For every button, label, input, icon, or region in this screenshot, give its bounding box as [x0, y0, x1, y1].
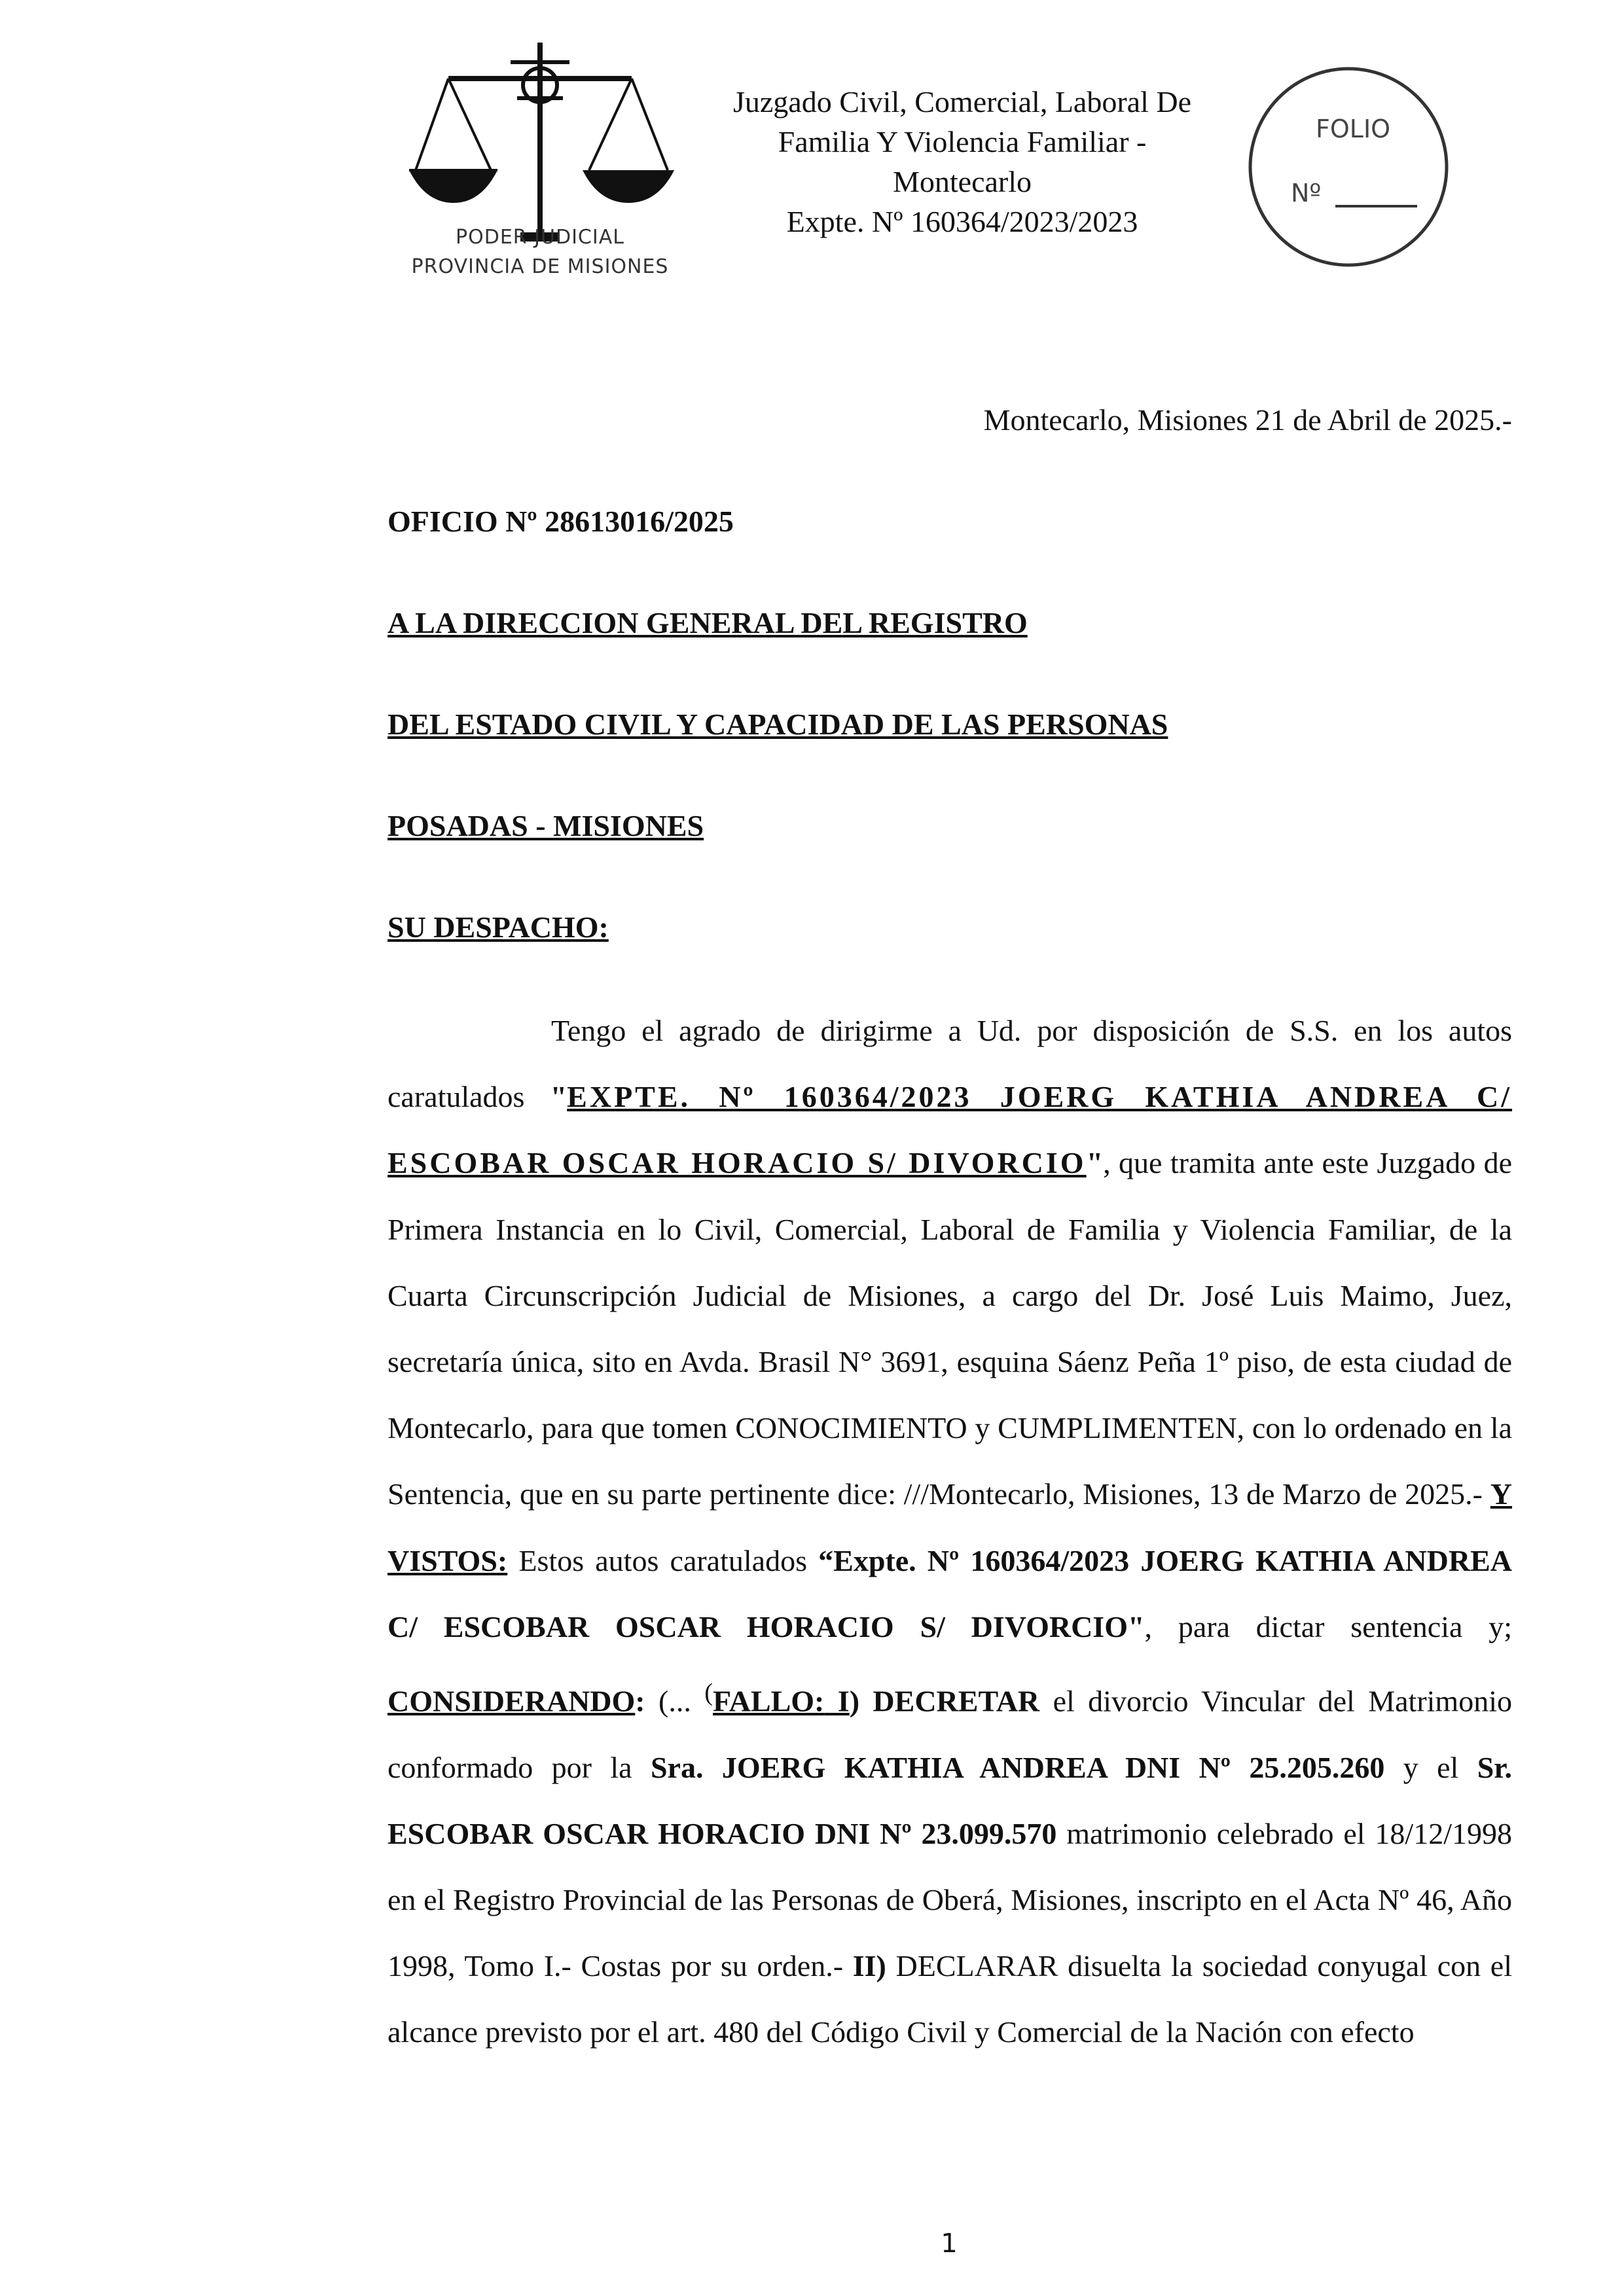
body-segment: el divorcio Vincular del Matrimonio conformado por la: [388, 1684, 1512, 1784]
party-joerg: Sra. JOERG KATHIA ANDREA DNI Nº 25.205.260: [650, 1750, 1385, 1784]
court-line-2: Familia Y Violencia Familiar -: [778, 125, 1147, 158]
addressee-line-3: POSADAS - MISIONES: [388, 809, 704, 842]
body-segment: Estos autos caratulados: [507, 1543, 819, 1577]
case-title: EXPTE. Nº 160364/2023 JOERG KATHIA ANDREA C/ ESCOBAR OSCAR HORACIO S/ DIVORCIO: [388, 1080, 1513, 1180]
roman-two: II): [852, 1949, 886, 1983]
court-line-3: Montecarlo: [892, 165, 1032, 198]
body-segment: , que tramita ante este Juzgado de Primera Instancia en lo Civil, Comercial, Laboral de Familia y Violencia Familiar, de la Cuarta Circunscripción Judicial de Misiones, a cargo del Dr. José Luis Maimo, Juez, secretaría única, sito en Avda. Brasil N° 3691, esquina Sáenz Peña 1º piso, de esta ciudad de Montecarlo, para que tomen CONOCIMIENTO y CUMPLIMENTEN, con lo ordenado en la Sentencia, que en su parte pertinente dice: ///Montecarlo, Misiones, 13 de Marzo de 2025.-: [388, 1146, 1512, 1511]
folio-seal: [1244, 62, 1453, 272]
party-escobar: Sr. ESCOBAR OSCAR HORACIO DNI Nº 23.099.570: [388, 1750, 1512, 1850]
court-heading: [687, 82, 1237, 242]
body-segment: (: [704, 1679, 713, 1707]
folio-label: FOLIO: [1316, 115, 1391, 143]
body-segment: , para dictar sentencia y;: [1144, 1609, 1512, 1643]
body-segment: :: [635, 1684, 645, 1718]
body-segment: ": [1086, 1146, 1104, 1180]
page-number: 1: [941, 2229, 958, 2259]
logo-line-2: PROVINCIA DE MISIONES: [411, 255, 669, 278]
su-despacho: SU DESPACHO:: [388, 910, 609, 944]
document-date: Montecarlo, Misiones 21 de Abril de 2025.-: [983, 403, 1512, 437]
court-line-4: Expte. Nº 160364/2023/2023: [786, 205, 1138, 238]
poder-judicial-logo: [403, 39, 677, 288]
body-segment: ): [849, 1684, 873, 1718]
fallo-roman-one: I: [824, 1684, 850, 1718]
body-segment: (...: [645, 1684, 705, 1718]
addressee-line-2: DEL ESTADO CIVIL Y CAPACIDAD DE LAS PERSONAS: [388, 708, 1168, 741]
case-title-quoted: “Expte. Nº 160364/2023 JOERG KATHIA ANDREA C/ ESCOBAR OSCAR HORACIO S/ DIVORCIO": [388, 1543, 1512, 1643]
logo-line-1: PODER JUDICIAL: [456, 226, 624, 249]
body-segment: DECLARAR disuelta la sociedad conyugal con el alcance previsto por el art. 480 del Código Civil y Comercial de la Nación con efecto: [388, 1949, 1512, 2049]
oficio-number: OFICIO Nº 28613016/2025: [388, 505, 734, 538]
folio-seal-circle: [1244, 62, 1453, 272]
scales-of-justice-icon: [403, 39, 677, 249]
court-line-1: Juzgado Civil, Comercial, Laboral De: [732, 85, 1192, 118]
y-vistos: Y VISTOS:: [388, 1477, 1512, 1577]
folio-number-label: Nº: [1291, 179, 1322, 207]
considerando: CONSIDERANDO: [388, 1684, 636, 1718]
decretar: DECRETAR: [873, 1684, 1040, 1718]
body-segment: ": [550, 1080, 568, 1114]
fallo: FALLO:: [713, 1684, 825, 1718]
body-segment: Tengo el agrado de dirigirme a Ud. por disposición de S.S. en los autos caratulados: [388, 1014, 1512, 1114]
body-segment: matrimonio celebrado el 18/12/1998 en el Registro Provincial de las Personas de Oberá, Misiones, inscripto en el Acta Nº 46, Año 1998, Tomo I.- Costas por su orden.-: [388, 1816, 1512, 1983]
body-segment: y el: [1384, 1750, 1477, 1784]
body-paragraph: [388, 997, 1512, 2066]
addressee-line-1: A LA DIRECCION GENERAL DEL REGISTRO: [388, 606, 1028, 639]
